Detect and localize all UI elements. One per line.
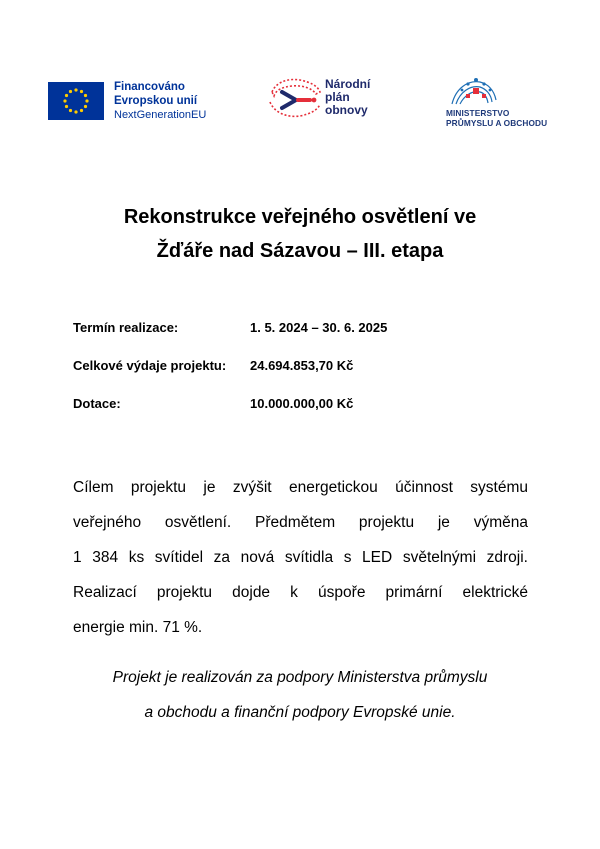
npo-symbol-icon [266,74,324,122]
npo-logo-text [325,78,370,117]
description-line: Realizací projektu dojde k úspoře primární elektrické [73,584,528,601]
eu-logo-text [114,80,206,122]
description-line: veřejného osvětlení. Předmětem projektu je výměna [73,514,528,531]
page-title [0,200,600,268]
mpo-logo-text [446,108,547,128]
note-line: Projekt je realizován za podpory Ministerstva průmyslu [112,669,488,686]
funding-note [40,660,560,730]
project-description [73,470,528,645]
title-line2: Žďáře nad Sázavou – III. etapa [156,240,444,262]
mpo-logo-line1: MINISTERSTVO [446,108,510,118]
eu-logo-line3: NextGenerationEU [114,109,207,121]
eu-logo-line2: Evropskou unií [114,95,198,107]
npo-logo-line2: plán [325,90,350,104]
mpo-logo-line2: PRŮMYSLU A OBCHODU [446,118,548,128]
eu-logo-line1: Financováno [114,81,185,93]
title-line1: Rekonstrukce veřejného osvětlení ve [123,206,477,228]
description-line: energie min. 71 %. [73,619,203,636]
info-value: 1. 5. 2024 – 30. 6. 2025 [250,320,388,335]
info-label: Termín realizace: [73,320,179,335]
info-value: 10.000.000,00 Kč [250,396,354,411]
description-line: 1 384 ks svítidel za nová svítidla s LED světelnými zdroji. [73,549,528,566]
info-row-subsidy [73,396,533,434]
logo-row [0,70,600,140]
npo-logo-line1: Národní [325,77,371,91]
info-row-total-costs [73,358,533,396]
info-row-term [73,320,533,358]
eu-flag-icon [48,82,104,120]
npo-logo [266,74,386,122]
description-line: Cílem projektu je zvýšit energetickou účinnost systému [73,479,528,496]
mpo-logo [446,74,566,130]
info-label: Dotace: [73,396,121,411]
note-line: a obchodu a finanční podpory Evropské unie. [144,704,456,721]
npo-logo-line3: obnovy [325,103,368,117]
mpo-emblem-icon [446,74,506,108]
eu-funding-logo [48,82,248,120]
info-value: 24.694.853,70 Kč [250,358,354,373]
project-info [73,320,533,434]
info-label: Celkové výdaje projektu: [73,358,227,373]
